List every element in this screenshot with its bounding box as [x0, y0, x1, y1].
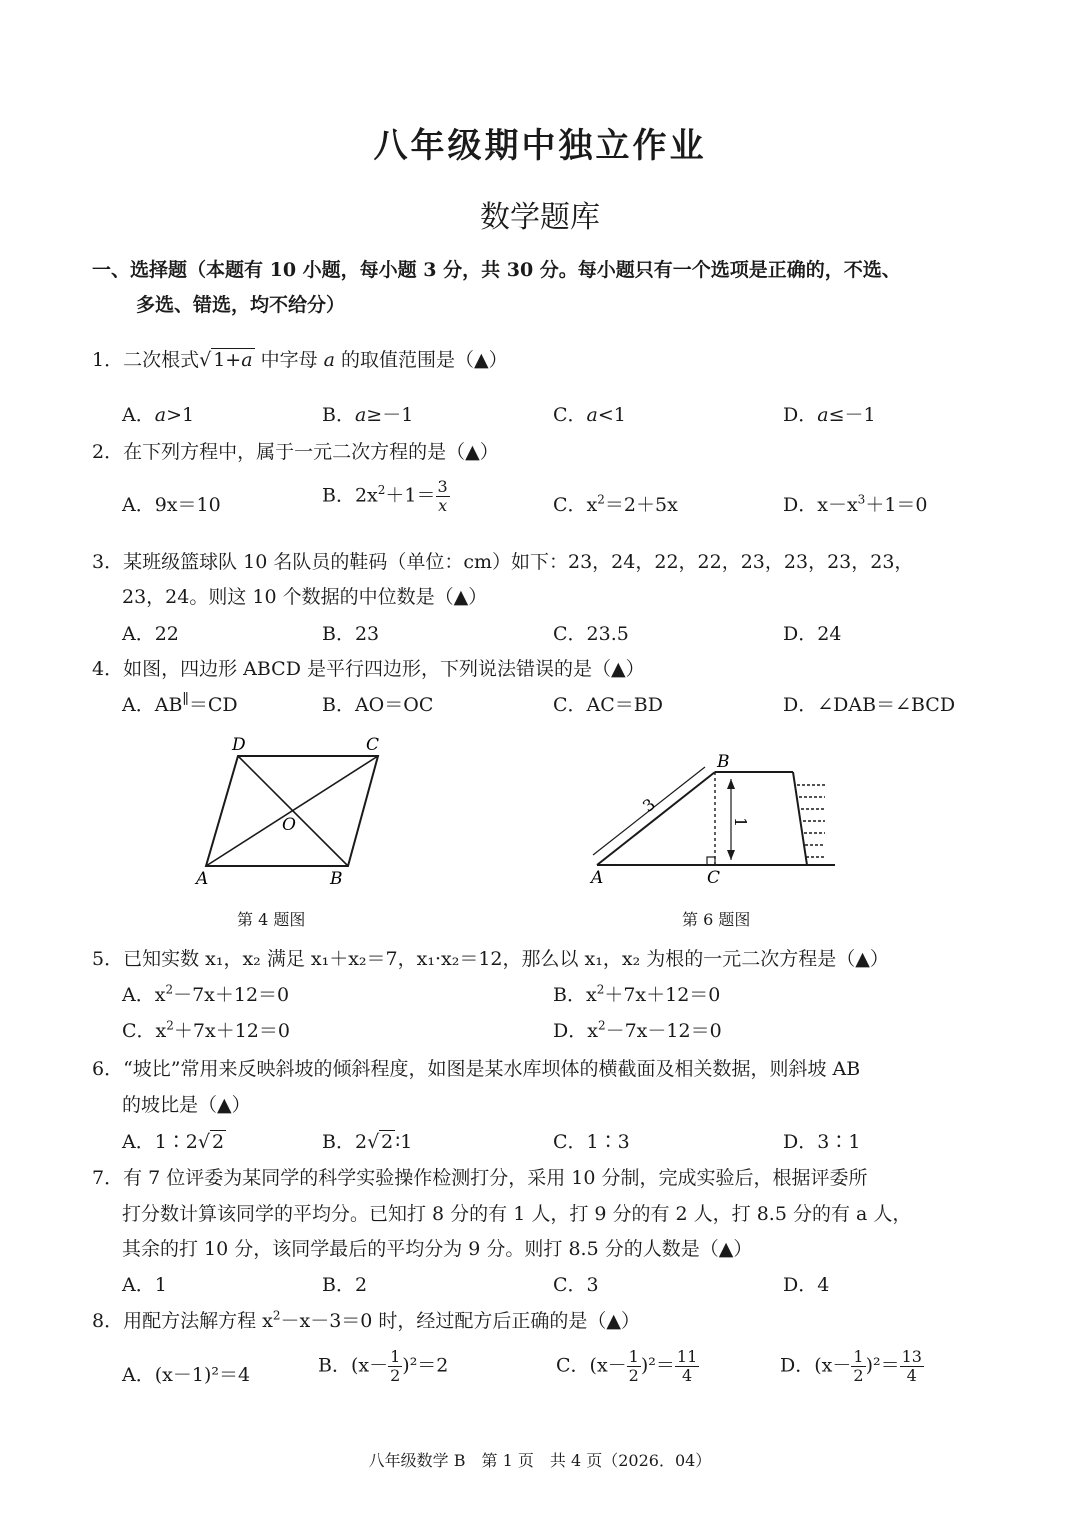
question-7-line2: 打分数计算该同学的平均分。已知打 8 分的有 1 人，打 9 分的有 2 人，打 8.5 分的有 a 人，: [122, 1203, 912, 1225]
q4-option-b[interactable]: B．AO＝OC: [322, 694, 434, 716]
q4-option-a[interactable]: A．AB∥＝CD: [122, 691, 238, 716]
question-7-line1: 7．有 7 位评委为某同学的科学实验操作检测打分，采用 10 分制，完成实验后，根据评委所: [92, 1167, 868, 1189]
figure-6-caption: 第 6 题图: [682, 910, 751, 929]
question-6-line1: 6．“坡比”常用来反映斜坡的倾斜程度，如图是某水库坝体的横截面及相关数据，则斜坡 AB: [92, 1058, 861, 1080]
q1-option-b[interactable]: B．a≥－1: [322, 404, 414, 426]
q8-option-b[interactable]: B．(x－ $\frac{1}{2}$ )²＝2: [318, 1347, 449, 1385]
page-footer: 八年级数学 B 第 1 页 共 4 页（2026．04）: [368, 1451, 712, 1470]
question-5: 5．已知实数 x₁，x₂ 满足 x₁＋x₂＝7，x₁·x₂＝12，那么以 x₁，x₂ 为根的一元二次方程是（▲）: [92, 948, 889, 970]
q1-prefix: 1．二次根式: [92, 349, 200, 371]
question-3-line1: 3．某班级篮球队 10 名队员的鞋码（单位：cm）如下：23，24，22，22，23，23，23，23，: [92, 551, 914, 573]
q5-option-a[interactable]: A．$x^2-7x+12=0$: [122, 982, 290, 1006]
label-b: B: [330, 869, 343, 889]
question-7-line3: 其余的打 10 分，该同学最后的平均分为 9 分。则打 8.5 分的人数是（▲）: [122, 1238, 753, 1260]
q2-option-d[interactable]: D．$x-x^3+1=0$: [783, 492, 928, 516]
label-height-1: 1: [731, 817, 750, 828]
q3-option-b[interactable]: B．23: [322, 623, 380, 645]
page-subtitle: 数学题库: [480, 200, 600, 235]
q4-option-c[interactable]: C．AC＝BD: [553, 694, 663, 716]
label-b: B: [717, 752, 730, 772]
question-2: 2．在下列方程中，属于一元二次方程的是（▲）: [92, 441, 499, 463]
label-a: A: [196, 869, 209, 889]
q3-option-c[interactable]: C．23.5: [553, 623, 629, 645]
q8-option-a[interactable]: A．(x－1)²＝4: [122, 1364, 251, 1386]
q1-option-a[interactable]: A．a>1: [122, 404, 195, 426]
q7-option-b[interactable]: B．2: [322, 1274, 368, 1296]
label-d: D: [232, 735, 246, 755]
page-title: 八年级期中独立作业: [373, 126, 707, 166]
q4-option-d[interactable]: D．∠DAB＝∠BCD: [783, 694, 956, 716]
label-length-3: 3: [639, 794, 659, 816]
q2-option-c[interactable]: C．$x^2=2+5x$: [553, 492, 678, 516]
question-3-line2: 23，24。则这 10 个数据的中位数是（▲）: [122, 586, 488, 608]
q3-option-a[interactable]: A．22: [122, 623, 179, 645]
question-4: 4．如图，四边形 ABCD 是平行四边形，下列说法错误的是（▲）: [92, 658, 645, 680]
q8-option-c[interactable]: C．(x－ $\frac{1}{2}$ )²＝ $\frac{11}{4}$: [556, 1347, 698, 1385]
q7-option-a[interactable]: A．1: [122, 1274, 167, 1296]
q7-option-d[interactable]: D．4: [783, 1274, 830, 1296]
dam-back: [793, 772, 807, 865]
question-1: 1．二次根式√ 1+a 中字母 a 的取值范围是（▲）: [92, 349, 508, 371]
figure-4-parallelogram: [190, 730, 400, 890]
figure-4-caption: 第 4 题图: [237, 910, 306, 929]
q6-option-d[interactable]: D．3∶1: [783, 1131, 861, 1153]
label-a: A: [591, 868, 604, 888]
radical-sign: √: [199, 349, 212, 371]
label-o: O: [282, 815, 296, 835]
question-8: 8．用配方法解方程 $x^2-x-3=0$ 时，经过配方后正确的是（▲）: [92, 1308, 641, 1332]
q7-option-c[interactable]: C．3: [553, 1274, 599, 1296]
label-c: C: [707, 868, 721, 888]
q2-option-b[interactable]: B．$2x^2+1=$ $\frac{3}{x}$: [322, 477, 448, 515]
section-heading-line2: 多选、错选，均不给分）: [136, 294, 346, 316]
question-6-line2: 的坡比是（▲）: [122, 1094, 251, 1116]
q3-option-d[interactable]: D．24: [783, 623, 842, 645]
q1-option-d[interactable]: D．a≤－1: [783, 404, 876, 426]
figure-6-dam: [585, 745, 845, 895]
q1-radicand: 1+a: [213, 349, 253, 371]
q8-option-d[interactable]: D．(x－ $\frac{1}{2}$ )²＝ $\frac{13}{4}$: [780, 1347, 922, 1385]
q5-option-c[interactable]: C．$x^2+7x+12=0$: [122, 1018, 290, 1042]
q2-option-a[interactable]: A．9x＝10: [122, 494, 221, 516]
q6-option-b[interactable]: B．2√ 2 ∶1: [322, 1131, 413, 1153]
arrow-down: [727, 850, 735, 860]
section-heading-line1: 一、选择题（本题有 10 小题，每小题 3 分，共 30 分。每小题只有一个选项是正确的，不选、: [92, 259, 901, 281]
q5-option-b[interactable]: B．$x^2+7x+12=0$: [553, 982, 721, 1006]
q6-option-c[interactable]: C．1∶3: [553, 1131, 630, 1153]
arrow-up: [727, 779, 735, 789]
label-c: C: [366, 735, 380, 755]
q5-option-d[interactable]: D．$x^2-7x-12=0$: [553, 1018, 722, 1042]
q1-option-c[interactable]: C．a<1: [553, 404, 626, 426]
right-angle-mark: [707, 857, 715, 865]
slope-ab: [597, 772, 715, 865]
q6-option-a[interactable]: A．1∶2√ 2: [122, 1131, 225, 1153]
